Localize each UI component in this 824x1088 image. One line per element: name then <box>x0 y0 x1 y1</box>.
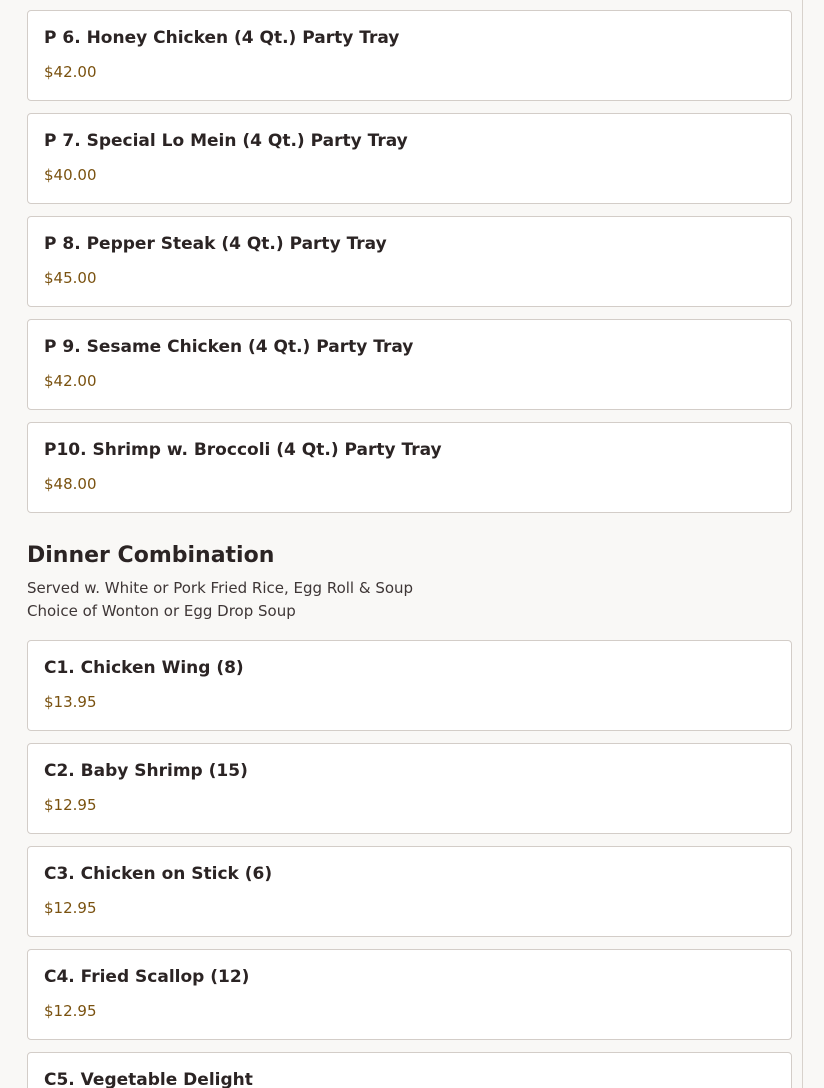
menu-item-name: P 8. Pepper Steak (4 Qt.) Party Tray <box>44 234 387 254</box>
menu-item-name: C5. Vegetable Delight <box>44 1070 253 1088</box>
menu-item-name: P 7. Special Lo Mein (4 Qt.) Party Tray <box>44 131 408 151</box>
menu-item-card[interactable] <box>27 743 792 834</box>
menu-item-price: $40.00 <box>44 166 97 184</box>
menu-item-name: C2. Baby Shrimp (15) <box>44 761 248 781</box>
menu-item-card[interactable] <box>27 1052 792 1088</box>
menu-item-card[interactable] <box>27 846 792 937</box>
menu-item-card[interactable] <box>27 113 792 204</box>
menu-item-price: $48.00 <box>44 475 97 493</box>
menu-item-price: $42.00 <box>44 372 97 390</box>
menu-item-name: C3. Chicken on Stick (6) <box>44 864 273 884</box>
section-header-dinner-combination <box>27 541 792 623</box>
menu-item-name: C1. Chicken Wing (8) <box>44 658 244 678</box>
menu-item-price: $12.95 <box>44 899 97 917</box>
menu-item-name: P 9. Sesame Chicken (4 Qt.) Party Tray <box>44 337 414 357</box>
menu-item-card[interactable] <box>27 949 792 1040</box>
section-description-line2: Choice of Wonton or Egg Drop Soup <box>27 602 296 620</box>
section-title: Dinner Combination <box>27 543 275 568</box>
content-divider <box>802 0 803 1088</box>
menu-content <box>27 10 792 1088</box>
menu-item-name: C4. Fried Scallop (12) <box>44 967 250 987</box>
menu-item-name: P 6. Honey Chicken (4 Qt.) Party Tray <box>44 28 400 48</box>
menu-item-card[interactable] <box>27 422 792 513</box>
menu-item-price: $12.95 <box>44 796 97 814</box>
menu-item-card[interactable] <box>27 216 792 307</box>
menu-item-card[interactable] <box>27 640 792 731</box>
section-description-line1: Served w. White or Pork Fried Rice, Egg Roll & Soup <box>27 579 414 597</box>
menu-item-card[interactable] <box>27 10 792 101</box>
menu-item-name: P10. Shrimp w. Broccoli (4 Qt.) Party Tray <box>44 440 442 460</box>
menu-item-price: $13.95 <box>44 693 97 711</box>
menu-item-card[interactable] <box>27 319 792 410</box>
menu-item-price: $45.00 <box>44 269 97 287</box>
menu-item-price: $12.95 <box>44 1002 97 1020</box>
menu-item-price: $42.00 <box>44 63 97 81</box>
